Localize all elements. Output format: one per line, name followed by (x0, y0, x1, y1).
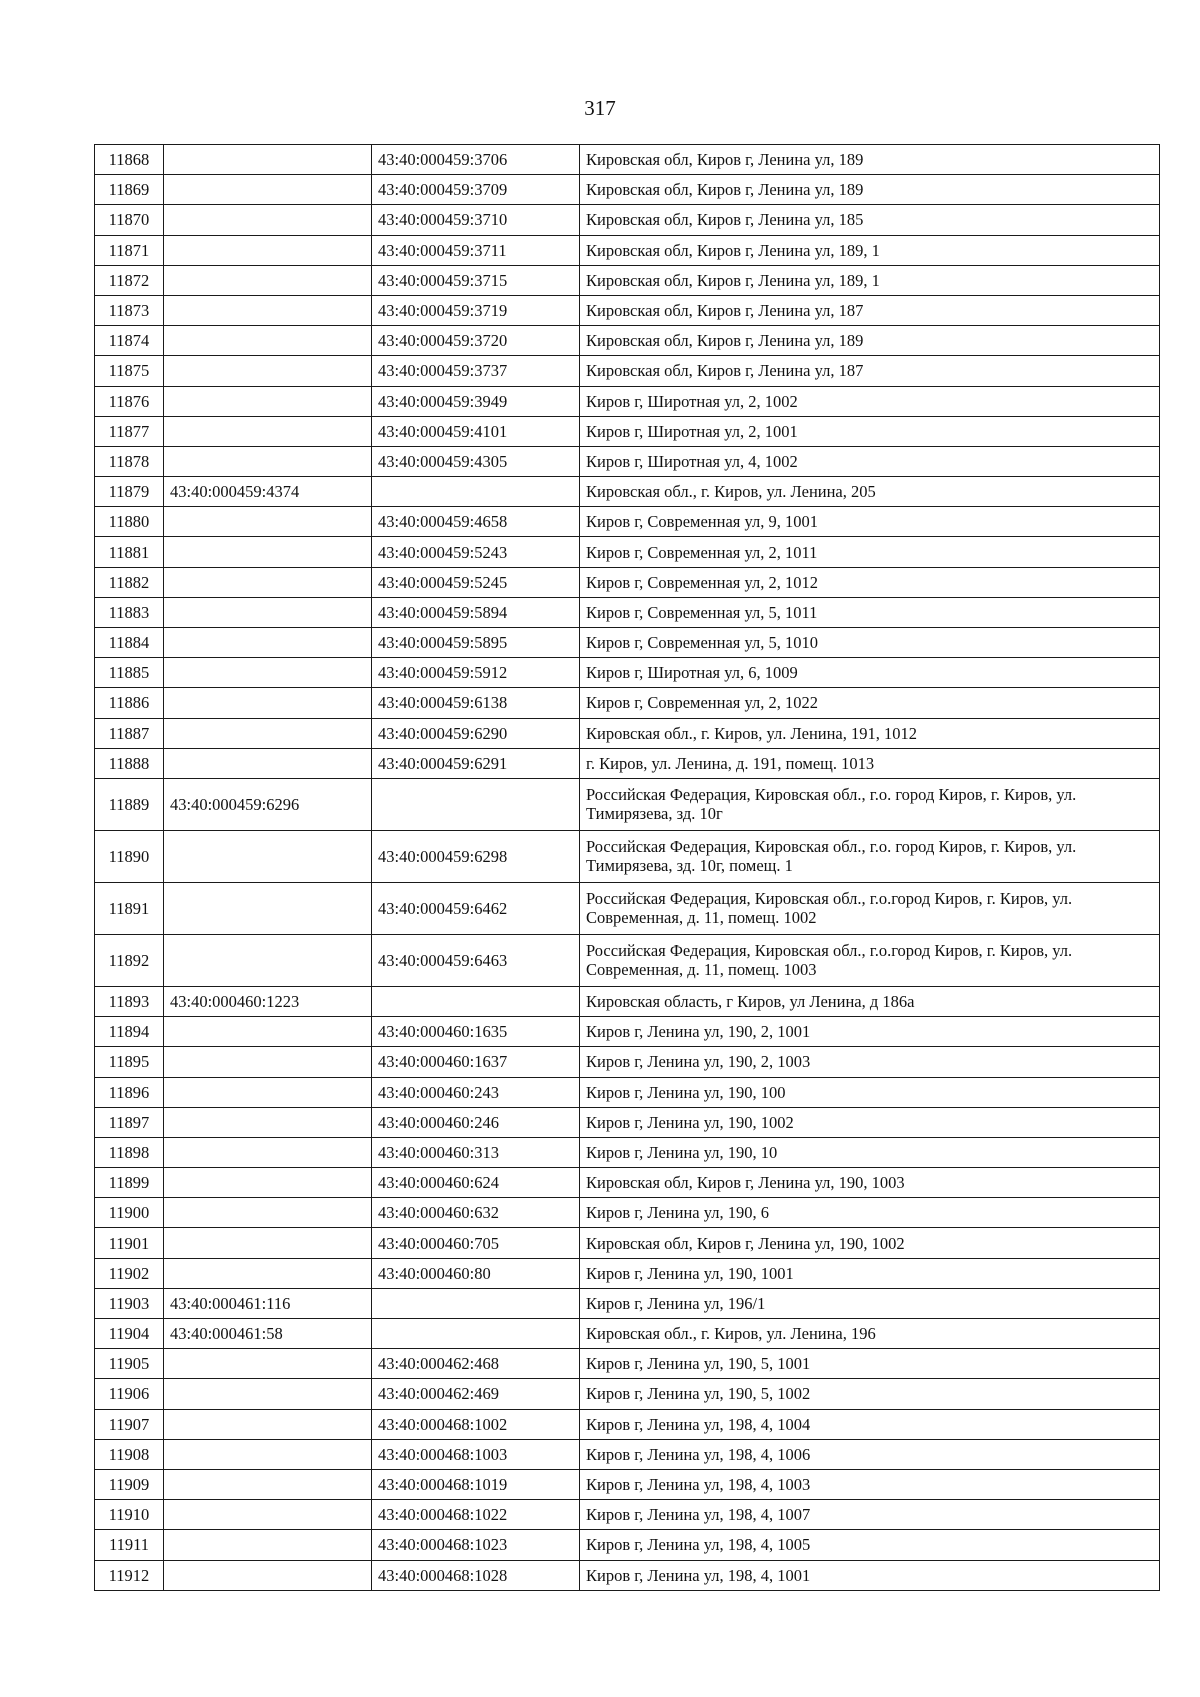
child-cadastral-number: 43:40:000459:5912 (372, 658, 580, 688)
parent-cadastral-number (164, 1137, 372, 1167)
row-number: 11912 (95, 1560, 164, 1590)
address: Киров г, Современная ул, 5, 1011 (580, 597, 1160, 627)
table-row (95, 1379, 1160, 1409)
table-row (95, 1319, 1160, 1349)
table-row (95, 597, 1160, 627)
row-number: 11899 (95, 1168, 164, 1198)
address: Кировская обл, Киров г, Ленина ул, 189 (580, 326, 1160, 356)
table-row (95, 1530, 1160, 1560)
table-row (95, 145, 1160, 175)
row-number: 11894 (95, 1017, 164, 1047)
row-number: 11881 (95, 537, 164, 567)
address: Киров г, Широтная ул, 2, 1002 (580, 386, 1160, 416)
row-number: 11897 (95, 1107, 164, 1137)
table-row (95, 1077, 1160, 1107)
address: Киров г, Ленина ул, 190, 100 (580, 1077, 1160, 1107)
row-number: 11872 (95, 265, 164, 295)
child-cadastral-number: 43:40:000459:6462 (372, 882, 580, 934)
child-cadastral-number: 43:40:000459:6463 (372, 934, 580, 986)
table-row (95, 235, 1160, 265)
parent-cadastral-number (164, 537, 372, 567)
parent-cadastral-number (164, 1349, 372, 1379)
child-cadastral-number: 43:40:000468:1019 (372, 1469, 580, 1499)
child-cadastral-number: 43:40:000459:4658 (372, 507, 580, 537)
row-number: 11882 (95, 567, 164, 597)
child-cadastral-number: 43:40:000459:6298 (372, 830, 580, 882)
child-cadastral-number: 43:40:000459:4101 (372, 416, 580, 446)
parent-cadastral-number: 43:40:000461:58 (164, 1319, 372, 1349)
row-number: 11880 (95, 507, 164, 537)
parent-cadastral-number (164, 628, 372, 658)
parent-cadastral-number (164, 446, 372, 476)
address: Киров г, Ленина ул, 196/1 (580, 1288, 1160, 1318)
table-row (95, 778, 1160, 830)
row-number: 11876 (95, 386, 164, 416)
page-number: 317 (584, 96, 616, 120)
row-number: 11868 (95, 145, 164, 175)
parent-cadastral-number (164, 1409, 372, 1439)
child-cadastral-number: 43:40:000459:3715 (372, 265, 580, 295)
row-number: 11904 (95, 1319, 164, 1349)
parent-cadastral-number (164, 1047, 372, 1077)
table-row (95, 446, 1160, 476)
address: Российская Федерация, Кировская обл., г.о.город Киров, г. Киров, ул. Современная, д. 11, помещ. 1003 (580, 934, 1160, 986)
table-row (95, 356, 1160, 386)
child-cadastral-number: 43:40:000462:468 (372, 1349, 580, 1379)
parent-cadastral-number: 43:40:000459:6296 (164, 778, 372, 830)
row-number: 11909 (95, 1469, 164, 1499)
row-number: 11903 (95, 1288, 164, 1318)
address: Киров г, Широтная ул, 4, 1002 (580, 446, 1160, 476)
table-row (95, 416, 1160, 446)
address: Кировская обл, Киров г, Ленина ул, 189 (580, 175, 1160, 205)
address: Кировская область, г Киров, ул Ленина, д 186а (580, 986, 1160, 1016)
table-row (95, 1228, 1160, 1258)
address: Киров г, Ленина ул, 190, 1002 (580, 1107, 1160, 1137)
table-row (95, 537, 1160, 567)
child-cadastral-number: 43:40:000460:624 (372, 1168, 580, 1198)
row-number: 11874 (95, 326, 164, 356)
table-row (95, 1047, 1160, 1077)
table-row (95, 1409, 1160, 1439)
table-row (95, 1017, 1160, 1047)
child-cadastral-number: 43:40:000459:5245 (372, 567, 580, 597)
table-row (95, 830, 1160, 882)
row-number: 11898 (95, 1137, 164, 1167)
parent-cadastral-number (164, 1500, 372, 1530)
row-number: 11877 (95, 416, 164, 446)
parent-cadastral-number (164, 1107, 372, 1137)
row-number: 11890 (95, 830, 164, 882)
parent-cadastral-number (164, 265, 372, 295)
table-row (95, 1168, 1160, 1198)
address: Киров г, Широтная ул, 2, 1001 (580, 416, 1160, 446)
registry-table (94, 144, 1160, 1591)
child-cadastral-number: 43:40:000459:4305 (372, 446, 580, 476)
row-number: 11873 (95, 295, 164, 325)
row-number: 11895 (95, 1047, 164, 1077)
child-cadastral-number: 43:40:000459:5894 (372, 597, 580, 627)
registry-table-body (95, 145, 1160, 1591)
child-cadastral-number: 43:40:000459:3949 (372, 386, 580, 416)
parent-cadastral-number (164, 175, 372, 205)
child-cadastral-number: 43:40:000459:3709 (372, 175, 580, 205)
child-cadastral-number (372, 1288, 580, 1318)
parent-cadastral-number: 43:40:000460:1223 (164, 986, 372, 1016)
row-number: 11906 (95, 1379, 164, 1409)
row-number: 11896 (95, 1077, 164, 1107)
row-number: 11905 (95, 1349, 164, 1379)
child-cadastral-number: 43:40:000459:3710 (372, 205, 580, 235)
table-row (95, 934, 1160, 986)
table-row (95, 1469, 1160, 1499)
row-number: 11871 (95, 235, 164, 265)
row-number: 11901 (95, 1228, 164, 1258)
address: Кировская обл, Киров г, Ленина ул, 190, 1002 (580, 1228, 1160, 1258)
child-cadastral-number: 43:40:000460:246 (372, 1107, 580, 1137)
address: Киров г, Современная ул, 2, 1012 (580, 567, 1160, 597)
row-number: 11879 (95, 477, 164, 507)
table-row (95, 175, 1160, 205)
parent-cadastral-number (164, 567, 372, 597)
address: Кировская обл, Киров г, Ленина ул, 189 (580, 145, 1160, 175)
table-row (95, 1439, 1160, 1469)
parent-cadastral-number (164, 1560, 372, 1590)
parent-cadastral-number (164, 416, 372, 446)
address: Киров г, Современная ул, 5, 1010 (580, 628, 1160, 658)
address: Российская Федерация, Кировская обл., г.о. город Киров, г. Киров, ул. Тимирязева, зд. 10г, помещ. 1 (580, 830, 1160, 882)
parent-cadastral-number (164, 145, 372, 175)
parent-cadastral-number (164, 1379, 372, 1409)
child-cadastral-number: 43:40:000468:1002 (372, 1409, 580, 1439)
address: г. Киров, ул. Ленина, д. 191, помещ. 1013 (580, 748, 1160, 778)
address: Кировская обл., г. Киров, ул. Ленина, 191, 1012 (580, 718, 1160, 748)
address: Киров г, Современная ул, 9, 1001 (580, 507, 1160, 537)
table-row (95, 326, 1160, 356)
address: Кировская обл, Киров г, Ленина ул, 189, 1 (580, 235, 1160, 265)
table-row (95, 718, 1160, 748)
table-row (95, 477, 1160, 507)
child-cadastral-number (372, 477, 580, 507)
parent-cadastral-number (164, 1228, 372, 1258)
row-number: 11886 (95, 688, 164, 718)
table-row (95, 1560, 1160, 1590)
row-number: 11884 (95, 628, 164, 658)
row-number: 11910 (95, 1500, 164, 1530)
table-row (95, 386, 1160, 416)
parent-cadastral-number (164, 356, 372, 386)
table-row (95, 295, 1160, 325)
address: Кировская обл, Киров г, Ленина ул, 187 (580, 356, 1160, 386)
parent-cadastral-number (164, 386, 372, 416)
row-number: 11870 (95, 205, 164, 235)
address: Кировская обл, Киров г, Ленина ул, 190, 1003 (580, 1168, 1160, 1198)
row-number: 11878 (95, 446, 164, 476)
child-cadastral-number: 43:40:000459:3720 (372, 326, 580, 356)
parent-cadastral-number (164, 1017, 372, 1047)
table-row (95, 1349, 1160, 1379)
table-row (95, 1137, 1160, 1167)
child-cadastral-number: 43:40:000468:1028 (372, 1560, 580, 1590)
address: Киров г, Ленина ул, 198, 4, 1005 (580, 1530, 1160, 1560)
address: Российская Федерация, Кировская обл., г.о.город Киров, г. Киров, ул. Современная, д. 11, помещ. 1002 (580, 882, 1160, 934)
address: Киров г, Ленина ул, 198, 4, 1003 (580, 1469, 1160, 1499)
child-cadastral-number: 43:40:000460:632 (372, 1198, 580, 1228)
parent-cadastral-number (164, 658, 372, 688)
parent-cadastral-number (164, 718, 372, 748)
row-number: 11887 (95, 718, 164, 748)
child-cadastral-number: 43:40:000459:3737 (372, 356, 580, 386)
parent-cadastral-number (164, 1077, 372, 1107)
child-cadastral-number: 43:40:000459:3711 (372, 235, 580, 265)
parent-cadastral-number (164, 295, 372, 325)
row-number: 11902 (95, 1258, 164, 1288)
child-cadastral-number: 43:40:000462:469 (372, 1379, 580, 1409)
parent-cadastral-number (164, 1530, 372, 1560)
child-cadastral-number: 43:40:000460:80 (372, 1258, 580, 1288)
row-number: 11893 (95, 986, 164, 1016)
row-number: 11908 (95, 1439, 164, 1469)
row-number: 11911 (95, 1530, 164, 1560)
row-number: 11885 (95, 658, 164, 688)
address: Киров г, Ленина ул, 190, 5, 1001 (580, 1349, 1160, 1379)
address: Киров г, Ленина ул, 190, 2, 1003 (580, 1047, 1160, 1077)
child-cadastral-number (372, 986, 580, 1016)
child-cadastral-number: 43:40:000460:1637 (372, 1047, 580, 1077)
parent-cadastral-number (164, 1439, 372, 1469)
table-row (95, 1107, 1160, 1137)
address: Киров г, Современная ул, 2, 1011 (580, 537, 1160, 567)
child-cadastral-number: 43:40:000459:3719 (372, 295, 580, 325)
address: Киров г, Ленина ул, 190, 5, 1002 (580, 1379, 1160, 1409)
row-number: 11888 (95, 748, 164, 778)
child-cadastral-number (372, 778, 580, 830)
address: Кировская обл., г. Киров, ул. Ленина, 205 (580, 477, 1160, 507)
child-cadastral-number: 43:40:000468:1022 (372, 1500, 580, 1530)
table-row (95, 1198, 1160, 1228)
child-cadastral-number: 43:40:000459:6138 (372, 688, 580, 718)
child-cadastral-number: 43:40:000459:6291 (372, 748, 580, 778)
child-cadastral-number: 43:40:000468:1003 (372, 1439, 580, 1469)
child-cadastral-number: 43:40:000460:313 (372, 1137, 580, 1167)
row-number: 11900 (95, 1198, 164, 1228)
table-row (95, 986, 1160, 1016)
table-row (95, 658, 1160, 688)
address: Киров г, Ленина ул, 190, 2, 1001 (580, 1017, 1160, 1047)
address: Киров г, Ленина ул, 198, 4, 1001 (580, 1560, 1160, 1590)
parent-cadastral-number (164, 507, 372, 537)
row-number: 11889 (95, 778, 164, 830)
table-row (95, 1288, 1160, 1318)
parent-cadastral-number (164, 326, 372, 356)
address: Киров г, Ленина ул, 198, 4, 1006 (580, 1439, 1160, 1469)
child-cadastral-number: 43:40:000459:3706 (372, 145, 580, 175)
parent-cadastral-number (164, 235, 372, 265)
child-cadastral-number: 43:40:000460:705 (372, 1228, 580, 1258)
table-row (95, 1500, 1160, 1530)
row-number: 11891 (95, 882, 164, 934)
child-cadastral-number: 43:40:000459:5895 (372, 628, 580, 658)
parent-cadastral-number (164, 597, 372, 627)
table-row (95, 688, 1160, 718)
address: Кировская обл, Киров г, Ленина ул, 185 (580, 205, 1160, 235)
address: Киров г, Ленина ул, 190, 6 (580, 1198, 1160, 1228)
table-row (95, 628, 1160, 658)
row-number: 11875 (95, 356, 164, 386)
address: Киров г, Ленина ул, 198, 4, 1007 (580, 1500, 1160, 1530)
child-cadastral-number: 43:40:000459:5243 (372, 537, 580, 567)
child-cadastral-number: 43:40:000468:1023 (372, 1530, 580, 1560)
parent-cadastral-number (164, 830, 372, 882)
table-row (95, 567, 1160, 597)
child-cadastral-number (372, 1319, 580, 1349)
child-cadastral-number: 43:40:000460:1635 (372, 1017, 580, 1047)
row-number: 11907 (95, 1409, 164, 1439)
table-row (95, 265, 1160, 295)
address: Кировская обл, Киров г, Ленина ул, 187 (580, 295, 1160, 325)
table-row (95, 882, 1160, 934)
parent-cadastral-number (164, 205, 372, 235)
address: Киров г, Широтная ул, 6, 1009 (580, 658, 1160, 688)
parent-cadastral-number (164, 1198, 372, 1228)
address: Кировская обл, Киров г, Ленина ул, 189, 1 (580, 265, 1160, 295)
parent-cadastral-number (164, 1168, 372, 1198)
parent-cadastral-number (164, 1258, 372, 1288)
row-number: 11869 (95, 175, 164, 205)
child-cadastral-number: 43:40:000460:243 (372, 1077, 580, 1107)
address: Киров г, Ленина ул, 190, 1001 (580, 1258, 1160, 1288)
address: Кировская обл., г. Киров, ул. Ленина, 196 (580, 1319, 1160, 1349)
table-row (95, 748, 1160, 778)
address: Российская Федерация, Кировская обл., г.о. город Киров, г. Киров, ул. Тимирязева, зд. 10г (580, 778, 1160, 830)
row-number: 11892 (95, 934, 164, 986)
table-row (95, 1258, 1160, 1288)
child-cadastral-number: 43:40:000459:6290 (372, 718, 580, 748)
parent-cadastral-number (164, 882, 372, 934)
parent-cadastral-number (164, 1469, 372, 1499)
parent-cadastral-number: 43:40:000461:116 (164, 1288, 372, 1318)
address: Киров г, Современная ул, 2, 1022 (580, 688, 1160, 718)
parent-cadastral-number (164, 688, 372, 718)
address: Киров г, Ленина ул, 190, 10 (580, 1137, 1160, 1167)
row-number: 11883 (95, 597, 164, 627)
parent-cadastral-number (164, 748, 372, 778)
table-row (95, 205, 1160, 235)
parent-cadastral-number (164, 934, 372, 986)
address: Киров г, Ленина ул, 198, 4, 1004 (580, 1409, 1160, 1439)
table-row (95, 507, 1160, 537)
parent-cadastral-number: 43:40:000459:4374 (164, 477, 372, 507)
